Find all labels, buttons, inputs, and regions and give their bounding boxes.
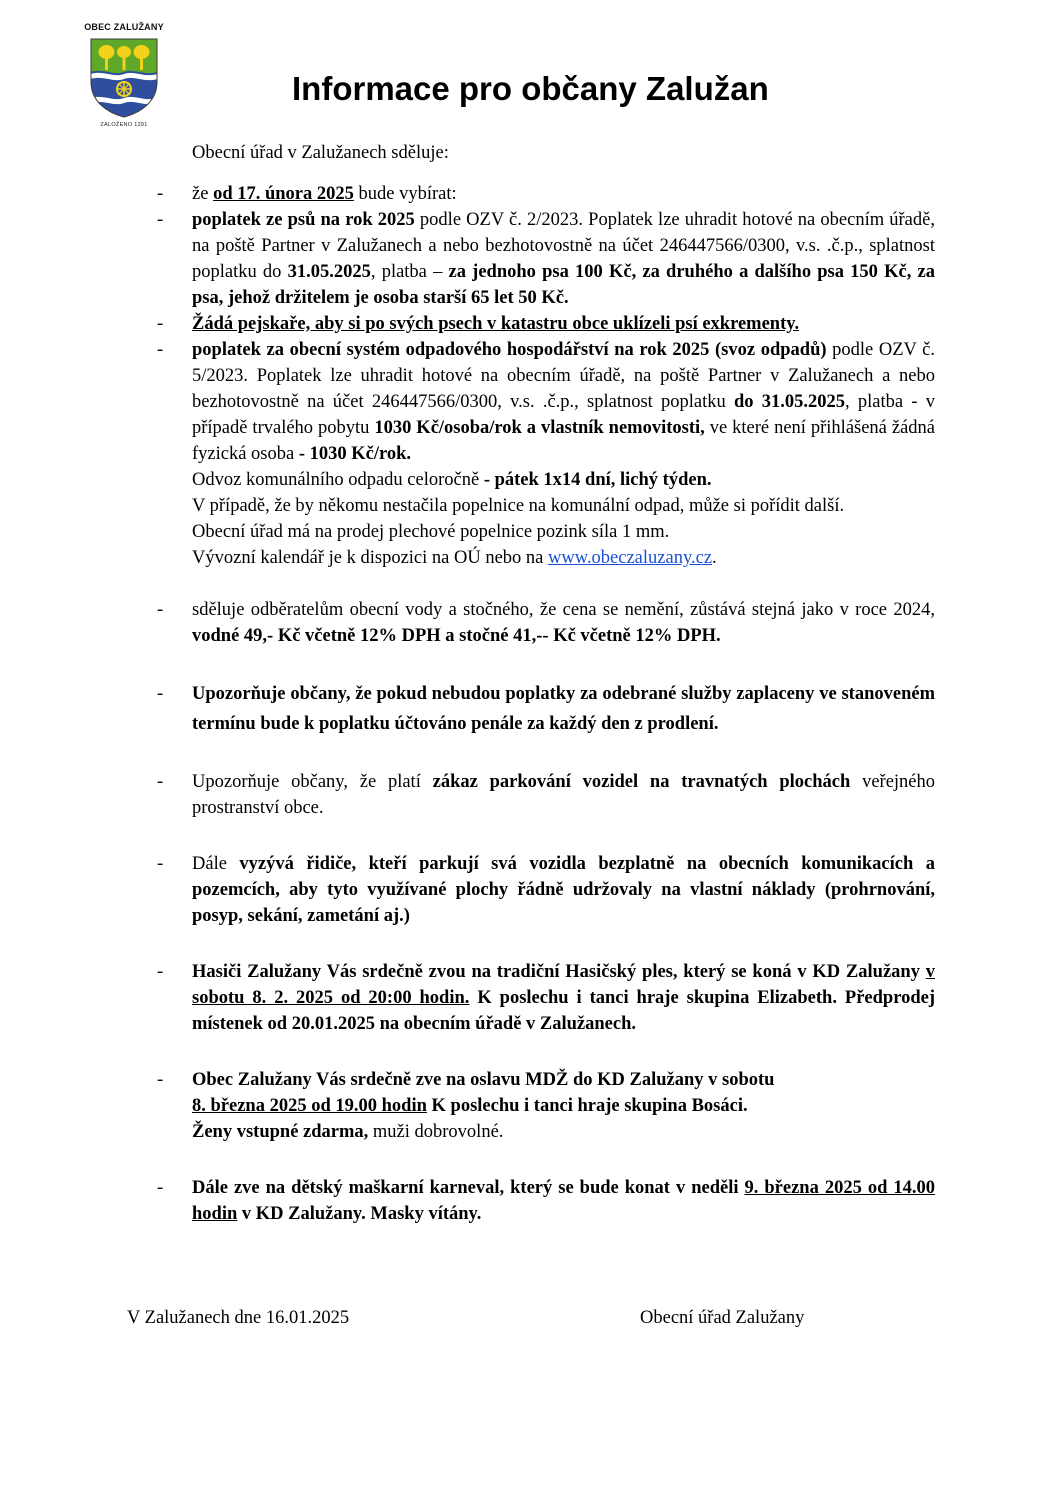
item-dog-fee: - poplatek ze psů na rok 2025 podle OZV č. 2/2023. Poplatek lze uhradit hotové na obecním úřadě, na poště Partner v Zalužanech a nebo bezhotovostně na účet 246447566/0300, v.s. .č.p., splatnost poplatku do 31.05.2025, platba – za jednoho psa 100 Kč, za druhého a dalšího psa 150 Kč, za psa, jehož držitelem je osoba starší 65 let 50 Kč. <box>157 207 935 311</box>
municipality-crest <box>66 22 182 128</box>
item-waste-fee: - poplatek za obecní systém odpadového hospodářství na rok 2025 (svoz odpadů) podle OZV č. 5/2023. Poplatek lze uhradit hotové na obecním úřadě, na poště Partner v Zalužanech a nebo bezhotovostně na účet 246447566/0300, v.s. .č.p., splatnost poplatku do 31.05.2025, platba - v případě trvalého pobytu 1030 Kč/osoba/rok a vlastník nemovitosti, ve které není přihlášená žádná fyzická osoba - 1030 Kč/rok. Odvoz komunálního odpadu celoročně - pátek 1x14 dní, lichý týden. V případě, že by někomu nestačila popelnice na komunální odpad, může si pořídit další. Obecní úřad má na prodej plechové popelnice pozink síla 1 mm. Vývozní kalendář je k dispozici na OÚ nebo na www.obeczaluzany.cz. <box>157 337 935 571</box>
announcement-list <box>157 181 935 1227</box>
list-dash: - <box>157 1070 164 1090</box>
item-dog-owners-request: - Žádá pejskaře, aby si po svých psech v katastru obce uklízeli psí exkrementy. <box>157 311 935 337</box>
item-late-payment-penalty: - Upozorňuje občany, že pokud nebudou poplatky za odebrané služby zaplaceny ve stanoveném termínu bude k poplatku účtováno penále za každý den z prodlení. <box>157 679 935 739</box>
item-womens-day: - Obec Zalužany Vás srdečně zve na oslavu MDŽ do KD Zalužany v sobotu 8. března 2025 od 19.00 hodin K poslechu i tanci hraje skupina Bosáci. Ženy vstupné zdarma, muži dobrovolné. <box>157 1067 935 1145</box>
crest-top-text: OBEC ZALUŽANY <box>84 22 164 32</box>
list-dash: - <box>157 772 164 792</box>
list-dash: - <box>157 684 164 704</box>
page-title: Informace pro občany Zalužan <box>292 70 769 107</box>
list-dash: - <box>157 962 164 982</box>
list-dash: - <box>157 210 164 230</box>
item-childrens-carnival: - Dále zve na dětský maškarní karneval, který se bude konat v neděli 9. března 2025 od 14.00 hodin v KD Zalužany. Masky vítány. <box>157 1175 935 1227</box>
list-dash: - <box>157 600 164 620</box>
signature: Obecní úřad Zalužany <box>640 1308 805 1328</box>
place-and-date: V Zalužanech dne 16.01.2025 <box>127 1308 350 1328</box>
item-drivers-maintenance: - Dále vyzývá řidiče, kteří parkují svá vozidla bezplatně na obecních komunikacích a pozemcích, aby tyto využívané plochy řádně udržovaly na vlastní náklady (prohrnování, posyp, sekání, zametání aj.) <box>157 851 935 929</box>
item-parking-ban: - Upozorňuje občany, že platí zákaz parkování vozidel na travnatých plochách veřejného prostranství obce. <box>157 769 935 821</box>
crest-bottom-text: ZALOŽENO 1291 <box>100 122 148 128</box>
website-link[interactable]: www.obeczaluzany.cz <box>548 548 713 568</box>
item-firefighters-ball: - Hasiči Zalužany Vás srdečně zvou na tradiční Hasičský ples, který se koná v KD Zalužany v sobotu 8. 2. 2025 od 20:00 hodin. K poslechu i tanci hraje skupina Elizabeth. Předprodej místenek od 20.01.2025 na obecním úřadě v Zalužanech. <box>157 959 935 1037</box>
coat-of-arms-icon <box>90 38 158 118</box>
list-dash: - <box>157 854 164 874</box>
intro-text: Obecní úřad v Zalužanech sděluje: <box>192 143 449 163</box>
list-dash: - <box>157 314 164 334</box>
list-dash: - <box>157 1178 164 1198</box>
item-fee-collection-start: - že od 17. února 2025 bude vybírat: <box>157 181 935 207</box>
list-dash: - <box>157 184 164 204</box>
item-water-prices: - sděluje odběratelům obecní vody a stočného, že cena se nemění, zůstává stejná jako v roce 2024, vodné 49,- Kč včetně 12% DPH a stočné 41,-- Kč včetně 12% DPH. <box>157 597 935 649</box>
list-dash: - <box>157 340 164 360</box>
